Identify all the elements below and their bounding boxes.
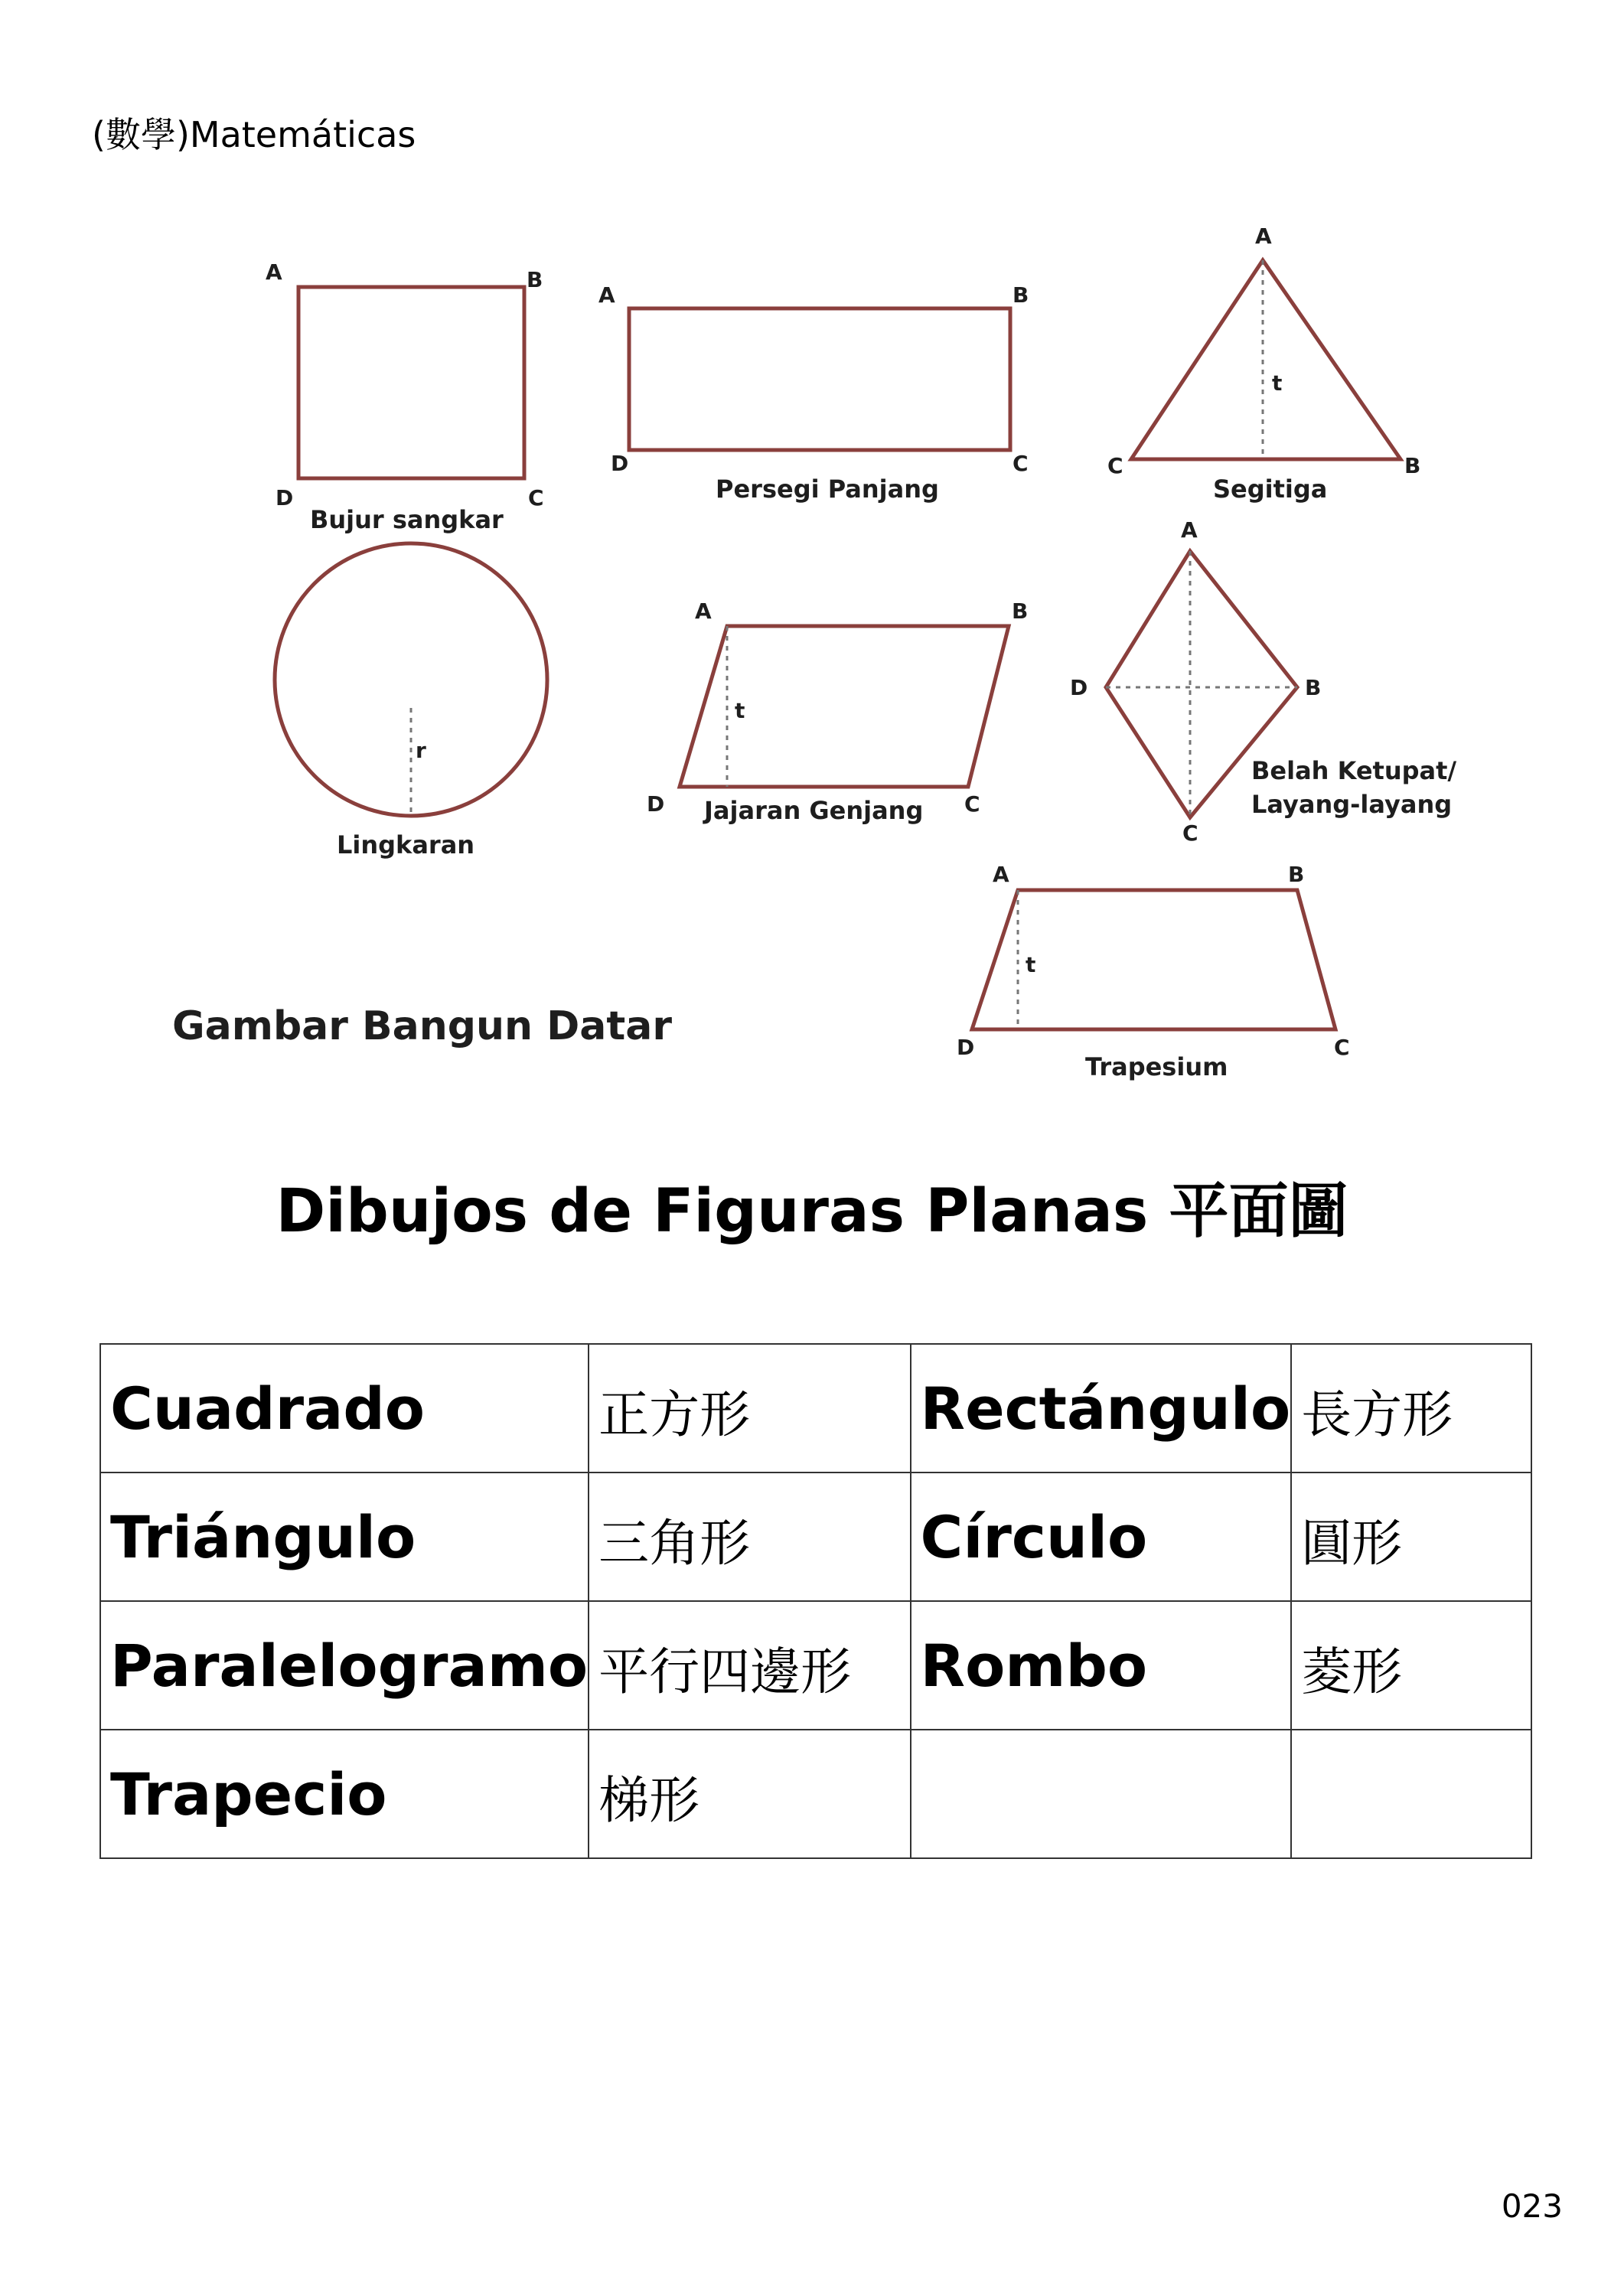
empty-cell [1291,1730,1531,1858]
chinese-term [589,1473,910,1601]
chinese-term [1291,1344,1531,1473]
chinese-term [589,1730,910,1858]
rhombus-label-line2: Layang-layang [1251,790,1453,819]
trapezoid-vertex-d: D [957,1035,975,1060]
chinese-term [589,1601,910,1730]
spanish-term: Rectángulo [911,1344,1292,1473]
trapezoid-figure [957,862,1350,1081]
trapezoid-vertex-b: B [1288,862,1305,887]
chinese-term-text: 三角形 [598,1513,751,1573]
triangle-vertex-b: B [1404,453,1421,478]
rhombus-vertex-a: A [1181,517,1198,543]
trapezoid-vertex-c: C [1334,1035,1350,1060]
chinese-term [1291,1473,1531,1601]
square-vertex-d: D [276,485,294,510]
table-row [100,1473,1531,1601]
square-label: Bujur sangkar [310,505,504,534]
parallelogram-vertex-d: D [647,791,665,817]
circle-radius-label: r [416,738,426,763]
spanish-term: Círculo [911,1473,1292,1601]
rectangle-vertex-c: C [1013,451,1029,476]
parallelogram-label: Jajaran Genjang [704,796,924,825]
chinese-term [1291,1601,1531,1730]
trapezoid-height-label: t [1026,952,1036,977]
rectangle-vertex-d: D [611,451,629,476]
square-shape [298,287,524,478]
spanish-term: Cuadrado [100,1344,589,1473]
chinese-term-text: 梯形 [598,1770,700,1830]
parallelogram-height-label: t [735,698,745,723]
shapes-vocabulary-table [99,1343,1532,1859]
rhombus-vertex-b: B [1305,675,1322,700]
chinese-term-text: 正方形 [598,1384,751,1444]
square-vertex-b: B [527,267,543,292]
triangle-figure [1107,223,1420,504]
chinese-term-text: 菱形 [1301,1642,1403,1701]
chinese-term-text: 長方形 [1301,1384,1453,1444]
triangle-label: Segitiga [1213,475,1328,504]
parallelogram-shape [680,626,1009,787]
spanish-term: Trapecio [100,1730,589,1858]
trapezoid-vertex-a: A [993,862,1009,887]
chinese-term-text: 平行四邊形 [598,1642,852,1701]
circle-shape [275,543,547,816]
plane-figures-illustration [0,0,1624,1110]
chinese-term-text: 圓形 [1301,1513,1403,1573]
page-number: 023 [1501,2187,1563,2225]
rhombus-vertex-c: C [1182,820,1198,846]
page-title: Dibujos de Figuras Planas 平面圖 [276,1177,1348,1246]
rhombus-vertex-d: D [1070,675,1088,700]
square-vertex-a: A [266,259,282,285]
trapezoid-label: Trapesium [1085,1052,1228,1081]
parallelogram-vertex-b: B [1012,598,1029,624]
chinese-term [589,1344,910,1473]
triangle-vertex-c: C [1107,453,1123,478]
rectangle-vertex-b: B [1013,282,1029,308]
square-figure [266,259,544,534]
subject-header: (數學)Matemáticas [92,114,416,155]
circle-figure [275,543,547,859]
spanish-term: Paralelogramo [100,1601,589,1730]
rectangle-shape [629,308,1010,450]
table-row [100,1601,1531,1730]
triangle-vertex-a: A [1255,223,1272,249]
spanish-term: Triángulo [100,1473,589,1601]
triangle-height-label: t [1272,370,1283,396]
table-row [100,1730,1531,1858]
table-row [100,1344,1531,1473]
parallelogram-vertex-c: C [964,791,980,817]
parallelogram-vertex-a: A [695,598,712,624]
rectangle-figure [598,282,1029,504]
rhombus-figure [1070,517,1456,846]
rectangle-vertex-a: A [598,282,615,308]
rectangle-label: Persegi Panjang [716,475,939,504]
circle-label: Lingkaran [337,830,475,859]
rhombus-label-line1: Belah Ketupat/ [1251,756,1457,785]
triangle-shape [1131,260,1401,459]
spanish-term: Rombo [911,1601,1292,1730]
empty-cell [911,1730,1292,1858]
parallelogram-figure [647,598,1028,825]
square-vertex-c: C [528,485,544,510]
figure-caption: Gambar Bangun Datar [172,1003,672,1049]
